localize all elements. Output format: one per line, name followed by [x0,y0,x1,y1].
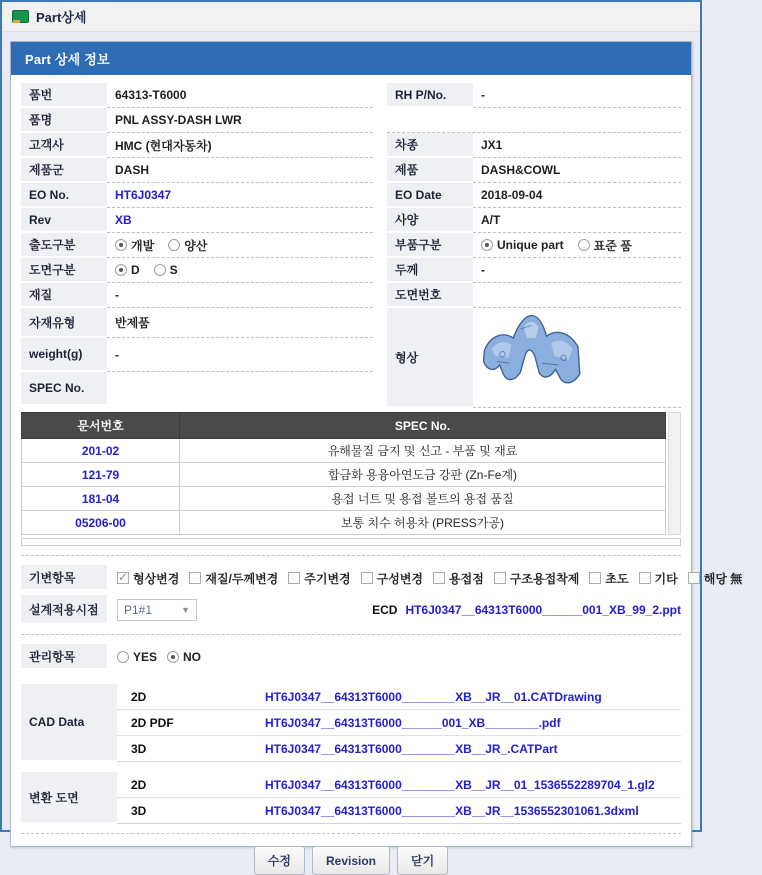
edit-button[interactable]: 수정 [254,846,305,875]
panel-title: Part 상세 정보 [11,42,691,75]
checkbox-label: 기타 [654,571,678,586]
converted-2d-link[interactable]: HT6J0347__64313T6000________XB__JR__01_1536552289704_1.gl2 [265,777,655,792]
spec-doc-link[interactable]: 181-04 [81,491,120,506]
field-value-spec-no [107,372,373,406]
field-value-eo-date: 2018-09-04 [473,183,681,208]
radio-management-no[interactable] [167,650,201,664]
checkbox-label: 형상변경 [133,571,180,586]
field-label-shape: 형상 [387,308,473,408]
field-label-drawing-no: 도면번호 [387,283,473,308]
table-vertical-scrollbar[interactable] [668,412,681,535]
field-label-spec-no: SPEC No. [21,372,107,406]
cad-row-2d-pdf [117,710,681,736]
radio-icon [117,651,129,663]
window-title: Part상세 [36,10,87,25]
spec-table-header-doc-no: 문서번호 [22,413,180,439]
spec-doc-link[interactable]: 121-79 [81,467,120,482]
close-button[interactable]: 닫기 [397,846,448,875]
field-label-car-model: 차종 [387,133,473,158]
page-body [2,32,743,868]
field-label-design-apply: 설계적용시점 [21,595,107,625]
field-value-weight: - [107,338,373,372]
cad-data-block [21,684,681,762]
cad-2d-link[interactable]: HT6J0347__64313T6000________XB__JR__01.CATDrawing [265,689,602,704]
field-label-converted-drawing: 변환 도면 [21,772,117,824]
checkbox-cycle-change[interactable] [288,570,350,587]
table-row [22,463,666,487]
radio-label: 양산 [184,238,208,253]
field-value-product-group: DASH [107,158,373,183]
checkbox-label: 주기변경 [304,571,351,586]
field-label-part-no: 품번 [21,83,107,108]
divider [21,555,681,556]
field-value-material-type: 반제품 [107,308,373,338]
field-value-car-model: JX1 [473,133,681,158]
radio-label: Unique part [497,238,564,252]
field-label-material-type: 자재유형 [21,308,107,338]
checkbox-label: 용접점 [449,571,484,586]
field-label-rh-pno: RH P/No. [387,83,473,108]
table-horizontal-scrollbar[interactable] [21,538,681,546]
radio-label: D [131,263,140,277]
row-material [21,283,681,308]
radio-label: S [169,263,178,277]
spec-doc-link[interactable]: 05206-00 [75,515,126,530]
eo-no-link[interactable]: HT6J0347 [115,188,172,202]
cad-row-2d [117,684,681,710]
field-label-eo-no: EO No. [21,183,107,208]
field-label-rev: Rev [21,208,107,233]
field-value-customer: HMC (현대자동차) [107,133,373,158]
checkbox-icon [288,572,300,584]
row-change-items [21,565,743,591]
ecd-label: ECD [372,603,398,617]
radio-drawing-s[interactable] [154,263,178,277]
radio-label: NO [183,650,202,664]
radio-selected-icon [481,239,493,251]
converted-drawing-block [21,772,681,824]
checkbox-label: 구조용접착제 [509,571,580,586]
table-row [22,487,666,511]
row-part-no [21,83,681,108]
divider [21,634,681,635]
cad-3d-link[interactable]: HT6J0347__64313T6000________XB__JR_.CATPart [265,741,558,756]
checkbox-icon [688,572,700,584]
field-label-eo-date: EO Date [387,183,473,208]
radio-selected-icon [115,264,127,276]
radio-standard-part[interactable] [578,237,632,254]
design-apply-select[interactable] [117,599,197,621]
row-part-name [21,108,681,133]
field-label-weight: weight(g) [21,338,107,372]
file-type-label: 3D [131,803,147,818]
checkbox-etc[interactable] [639,570,678,587]
select-value: P1#1 [124,603,153,617]
file-type-label: 2D [131,689,147,704]
part-shape-image [479,310,587,402]
checkbox-shape-change[interactable] [117,570,179,587]
radio-icon [154,264,166,276]
radio-label: YES [133,650,158,664]
field-label-drawing-type: 도면구분 [21,258,107,283]
table-row [22,511,666,535]
field-label-release-type: 출도구분 [21,233,107,258]
file-type-label: 2D PDF [131,715,174,730]
row-customer [21,133,681,158]
spec-desc: 용접 너트 및 용접 볼트의 용접 품질 [180,487,666,511]
checkbox-checked-icon [117,572,129,584]
radio-unique-part[interactable] [481,238,564,252]
field-value-material: - [107,283,373,308]
radio-icon [578,239,590,251]
file-type-label: 3D [131,741,147,756]
window-title-bar [2,2,700,32]
radio-selected-icon [167,651,179,663]
field-value-drawing-no [473,283,681,308]
button-bar [21,846,681,875]
radio-label: 표준 품 [593,238,632,253]
row-management [21,644,681,670]
checkbox-icon [494,572,506,584]
field-value-spec: A/T [473,208,681,233]
checkbox-label: 해당 無 [703,571,743,586]
rows-material-shape [21,308,681,408]
field-label-product-group: 제품군 [21,158,107,183]
folder-icon [12,10,29,23]
field-label-spec: 사양 [387,208,473,233]
checkbox-material-thickness-change[interactable] [189,570,278,587]
field-label-product: 제품 [387,158,473,183]
checkbox-icon [361,572,373,584]
checkbox-icon [589,572,601,584]
radio-release-mass[interactable] [168,237,207,254]
checkbox-label: 초도 [605,571,629,586]
converted-row-3d [117,798,681,824]
rev-link[interactable]: XB [115,213,132,227]
field-label-change-items: 기변항목 [21,565,107,591]
row-eo-no [21,183,681,208]
cad-2d-pdf-link[interactable]: HT6J0347__64313T6000______001_XB________.pdf [265,715,561,730]
spec-table-zone [21,412,681,535]
radio-selected-icon [115,239,127,251]
part-shape-cell [473,308,681,408]
row-rev [21,208,681,233]
field-value-part-no: 64313-T6000 [107,83,373,108]
revision-button[interactable]: Revision [312,846,390,875]
table-row [22,439,666,463]
chevron-down-icon: ▼ [181,605,191,615]
row-release-type [21,233,681,258]
row-drawing-type [21,258,681,283]
part-detail-panel [10,41,743,868]
checkbox-label: 재질/두께변경 [205,571,279,586]
field-label-part-name: 품명 [21,108,107,133]
radio-label: 개발 [131,238,155,253]
field-value-part-name: PNL ASSY-DASH LWR [107,108,373,133]
spec-doc-link[interactable]: 201-02 [81,443,120,458]
field-label-management: 관리항목 [21,644,107,670]
field-label-customer: 고객사 [21,133,107,158]
converted-3d-link[interactable]: HT6J0347__64313T6000________XB__JR__1536552301061.3dxml [265,803,639,818]
empty-cell [387,108,681,133]
file-type-label: 2D [131,777,147,792]
row-design-apply [21,595,681,625]
spec-table-header-spec-no: SPEC No. [180,413,666,439]
checkbox-not-applicable[interactable] [688,570,743,587]
field-value-rh-pno: - [473,83,681,108]
radio-release-dev[interactable] [115,237,154,254]
ecd-file-link[interactable]: HT6J0347__64313T6000______001_XB_99_2.ppt [405,603,681,617]
checkbox-structural-adhesive[interactable] [494,570,580,587]
field-value-product: DASH&COWL [473,158,681,183]
checkbox-composition-change[interactable] [361,570,423,587]
row-product-group [21,158,681,183]
radio-management-yes[interactable] [117,650,157,664]
checkbox-label: 구성변경 [376,571,424,586]
spec-desc: 합금화 용융아연도금 강판 (Zn-Fe계) [180,463,666,487]
checkbox-weld-point[interactable] [433,570,484,587]
radio-drawing-d[interactable] [115,263,140,277]
spec-desc: 보통 치수 허용차 (PRESS가공) [180,511,666,535]
field-label-cad-data: CAD Data [21,684,117,762]
checkbox-icon [189,572,201,584]
radio-icon [168,239,180,251]
converted-row-2d [117,772,681,798]
cad-row-3d [117,736,681,762]
checkbox-first-run[interactable] [589,570,628,587]
field-label-thickness: 두께 [387,258,473,283]
field-label-part-type: 부품구분 [387,233,473,258]
part-detail-form [11,75,743,875]
checkbox-icon [433,572,445,584]
spec-table [21,412,666,535]
spec-desc: 유해물질 금지 및 신고 - 부품 및 재료 [180,439,666,463]
field-value-thickness: - [473,258,681,283]
checkbox-icon [639,572,651,584]
field-label-material: 재질 [21,283,107,308]
divider [21,833,681,834]
